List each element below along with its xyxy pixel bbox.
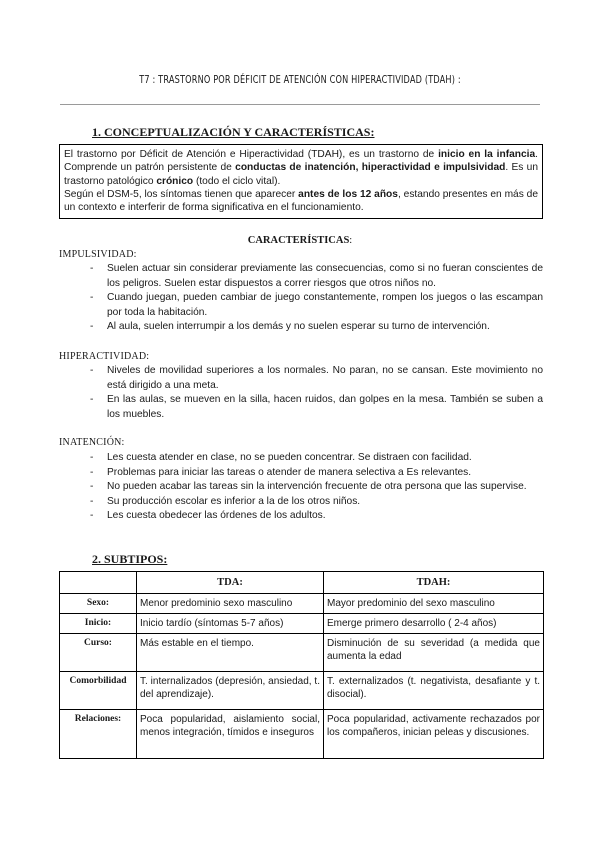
cell-tdah: Poca popularidad, activamente rechazados por los compañeros, inician peleas y discusiones. <box>324 710 544 759</box>
caracteristicas-colon: : <box>349 235 353 246</box>
cell-tda: Inicio tardío (síntomas 5-7 años) <box>137 614 324 634</box>
list-item-text: Niveles de movilidad superiores a los normales. No paran, no se cansan. Este movimiento no está dirigido a una meta. <box>107 365 543 391</box>
title-divider <box>60 104 540 105</box>
dash-bullet: - <box>90 481 94 493</box>
caracteristicas-heading <box>0 235 600 246</box>
list-item <box>90 262 543 291</box>
concept-paragraph-1 <box>64 148 538 188</box>
concept-text: El trastorno por Déficit de Atención e Hiperactividad (TDAH), es un trastorno de <box>64 149 439 160</box>
inatencion-label: INATENCIÓN: <box>59 437 125 448</box>
dash-bullet: - <box>90 321 94 333</box>
list-item <box>90 291 543 320</box>
list-item-text: Su producción escolar es inferior a la de los otros niños. <box>107 495 361 507</box>
list-item-text: Problemas para iniciar las tareas o atender de manera selectiva a Es relevantes. <box>107 466 472 478</box>
impulsividad-list <box>90 262 543 335</box>
concept-bold: antes de los 12 años <box>298 188 398 200</box>
section-2-heading <box>92 552 167 567</box>
table-header-empty <box>60 572 137 594</box>
row-label: Curso: <box>60 634 137 672</box>
list-item <box>90 480 543 495</box>
dash-bullet: - <box>90 263 94 274</box>
concept-text: Según el DSM-5, los síntomas tienen que aparecer <box>64 188 299 200</box>
cell-tdah: Emerge primero desarrollo ( 2-4 años) <box>324 614 544 634</box>
dash-bullet: - <box>90 452 94 463</box>
row-label: Relaciones: <box>60 710 137 759</box>
section-2-heading-text: 2. SUBTIPOS: <box>92 552 168 566</box>
row-label: Comorbilidad <box>60 672 137 710</box>
concept-box <box>59 144 543 219</box>
cell-tda: Más estable en el tiempo. <box>137 634 324 672</box>
hiperactividad-list <box>90 364 543 422</box>
document-title: T7 : TRASTORNO POR DÉFICIT DE ATENCIÓN CON HIPERACTIVIDAD (TDAH) : <box>139 74 461 86</box>
table-row <box>60 634 544 672</box>
list-item-text: Les cuesta atender en clase, no se pueden concentrar. Se distraen con facilidad. <box>107 452 472 463</box>
list-item-text: Suelen actuar sin considerar previamente las consecuencias, como si no fueran conscientes de los peligros. Suelen estar dispuestos a correr riesgos que otros niños no. <box>107 263 543 289</box>
cell-tdah: T. externalizados (t. negativista, desafiante y t. disocial). <box>324 672 544 710</box>
cell-tdah: Mayor predominio del sexo masculino <box>324 594 544 614</box>
cell-tda: T. internalizados (depresión, ansiedad, t. del aprendizaje). <box>137 672 324 710</box>
inatencion-list <box>90 451 543 524</box>
row-label: Sexo: <box>60 594 137 614</box>
impulsividad-label: IMPULSIVIDAD: <box>59 249 137 260</box>
list-item-text: Les cuesta obedecer las órdenes de los adultos. <box>107 510 326 522</box>
row-label: Inicio: <box>60 614 137 634</box>
list-item-text: Al aula, suelen interrumpir a los demás y no suelen esperar su turno de intervención. <box>107 321 490 333</box>
concept-text: , estando presentes en más de un contexto e interferir de forma significativa en el funcionamiento. <box>64 188 539 214</box>
list-item <box>90 509 543 524</box>
list-item <box>90 466 543 481</box>
concept-bold: crónico <box>156 175 194 187</box>
dash-bullet: - <box>90 510 94 522</box>
concept-paragraph-2 <box>64 188 538 215</box>
hiperactividad-label: HIPERACTIVIDAD: <box>59 351 150 362</box>
cell-tdah: Disminución de su severidad (a medida que aumenta la edad <box>324 634 544 672</box>
section-1-heading-text: 1. CONCEPTUALIZACIÓN Y CARACTERÍSTICAS: <box>92 125 375 139</box>
caracteristicas-heading-text: CARACTERÍSTICAS <box>247 235 350 246</box>
concept-text: . Comprende un patrón persistente de <box>64 149 538 174</box>
concept-text: . Es un trastorno patológico <box>64 162 539 187</box>
list-item-text: En las aulas, se mueven en la silla, hacen ruidos, dan golpes en la mesa. También se suben a los muebles. <box>107 394 543 420</box>
concept-bold: conductas de inatención, hiperactividad e impulsividad <box>235 162 506 174</box>
dash-bullet: - <box>90 365 94 376</box>
dash-bullet: - <box>90 466 94 478</box>
list-item-text: Cuando juegan, pueden cambiar de juego constantemente, rompen los juegos o las escampan por toda la habitación. <box>107 292 543 318</box>
table-row <box>60 594 544 614</box>
list-item <box>90 320 543 335</box>
section-1-heading <box>92 125 374 140</box>
list-item <box>90 495 543 510</box>
table-header-tdah: TDAH: <box>324 572 544 594</box>
list-item <box>90 451 543 466</box>
cell-tda: Poca popularidad, aislamiento social, menos integración, tímidos e inseguros <box>137 710 324 759</box>
concept-bold: inicio en la infancia <box>438 149 536 160</box>
subtypes-table <box>59 571 544 759</box>
concept-text: (todo el ciclo vital). <box>193 175 281 187</box>
table-row <box>60 614 544 634</box>
dash-bullet: - <box>90 292 94 304</box>
table-header-row <box>60 572 544 594</box>
list-item-text: No pueden acabar las tareas sin la intervención frecuente de otra persona que las supervise. <box>107 481 527 493</box>
table-row <box>60 710 544 759</box>
dash-bullet: - <box>90 394 94 406</box>
dash-bullet: - <box>90 495 94 507</box>
cell-tda: Menor predominio sexo masculino <box>137 594 324 614</box>
table-row <box>60 672 544 710</box>
list-item <box>90 393 543 422</box>
list-item <box>90 364 543 393</box>
table-header-tda: TDA: <box>137 572 324 594</box>
